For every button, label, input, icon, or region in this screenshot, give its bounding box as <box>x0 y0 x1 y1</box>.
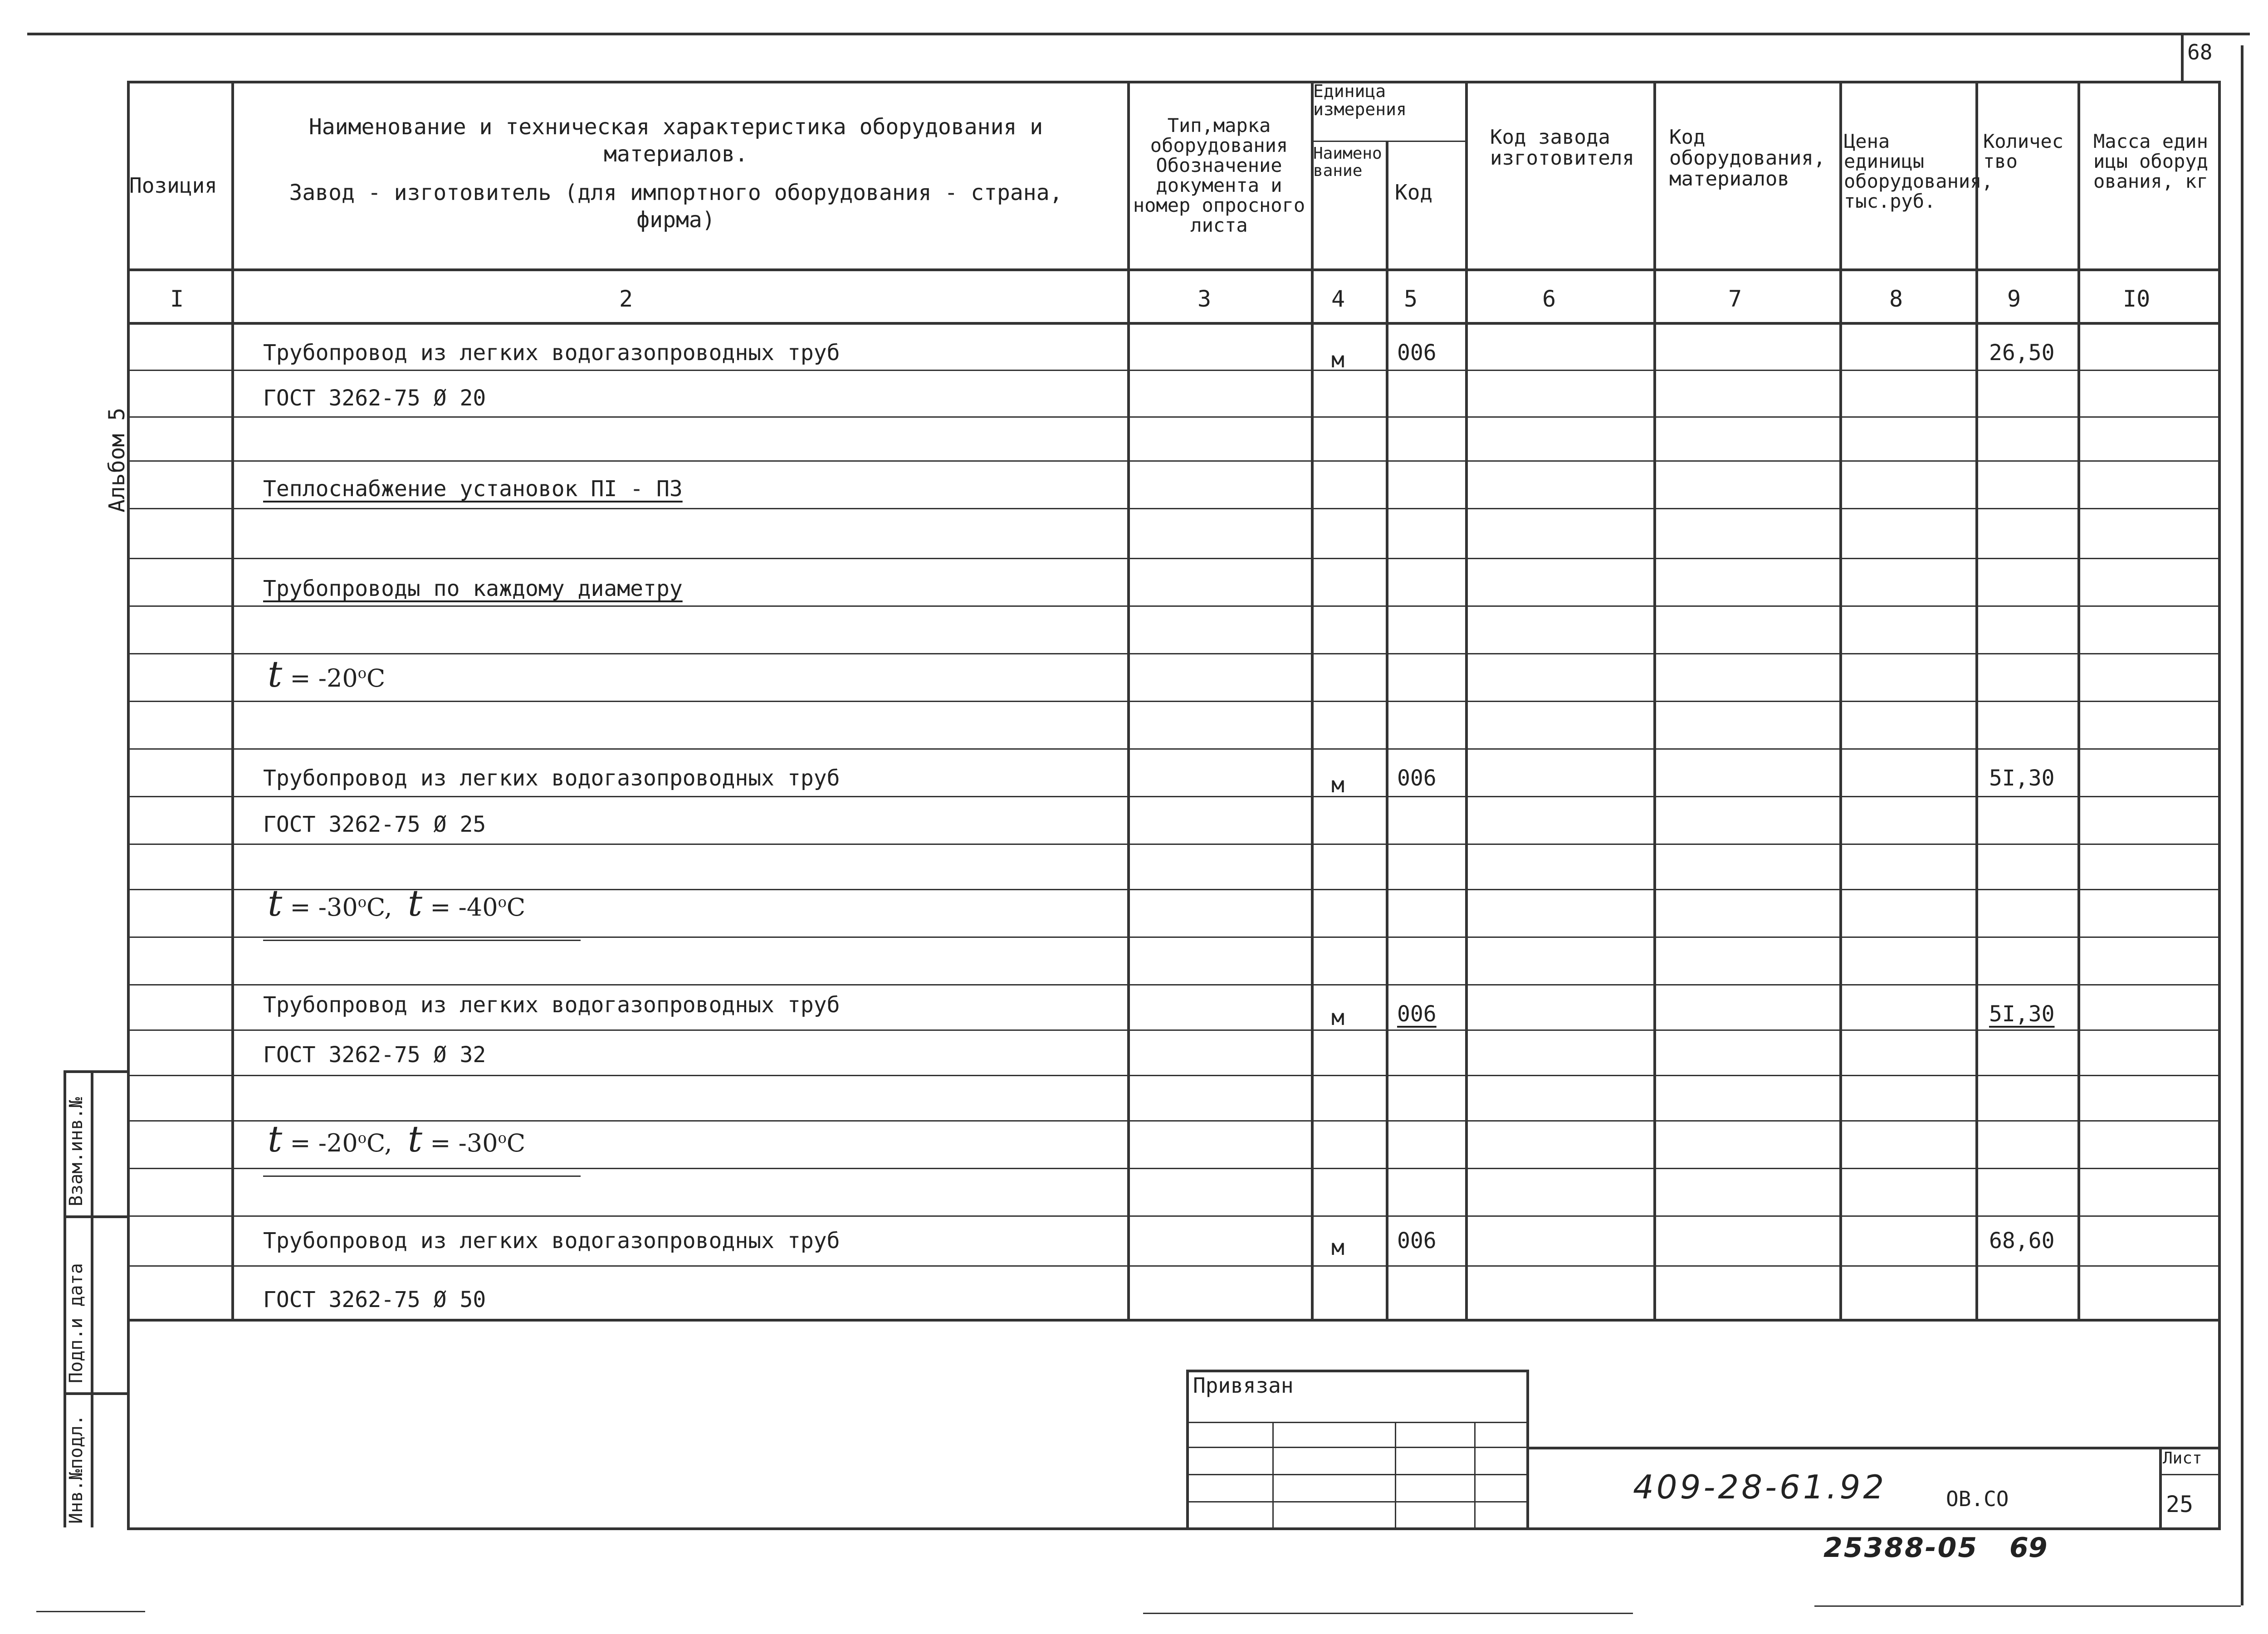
row-line <box>127 1029 2218 1031</box>
sheet-label: Лист <box>2163 1449 2202 1468</box>
data-area-bottom <box>127 1319 2218 1322</box>
row-9-qty: 5I,30 <box>1989 1001 2055 1027</box>
row-9-name: Трубопровод из легких водогазопроводных труб <box>263 992 840 1018</box>
bound-grid-line <box>1186 1447 1529 1448</box>
row-line <box>127 558 2218 559</box>
col-line-8 <box>1975 81 1978 1319</box>
col-line-5 <box>1465 81 1468 1319</box>
col-line-1 <box>231 81 234 1319</box>
stamp-replaced-inv: Взам.инв.№ <box>66 1097 87 1206</box>
column-number: 6 <box>1542 286 1556 312</box>
row-line <box>127 1265 2218 1267</box>
frame-bottom-right <box>1814 1605 2241 1607</box>
table-left-border <box>127 81 130 1527</box>
numbers-bottom-line <box>127 322 2218 325</box>
column-number: 9 <box>2007 286 2021 312</box>
header-name-line1: Наименование и техническая характеристика оборудования и материалов. <box>308 114 1043 167</box>
formula-underline <box>263 940 581 941</box>
row-line <box>127 1215 2218 1217</box>
frame-bottom-left <box>36 1611 145 1612</box>
header-price: Цена единицы оборудования, тыс.руб. <box>1844 130 1993 213</box>
bound-grid-col <box>1474 1422 1476 1527</box>
row-13-name: ГОСТ 3262-75 Ø 50 <box>263 1287 486 1312</box>
row-line <box>127 370 2218 371</box>
header-equipment-code: Код оборудования,материалов <box>1669 126 1826 191</box>
doc-suffix: ОВ.СО <box>1946 1487 2009 1511</box>
col-line-9 <box>2077 81 2080 1319</box>
row-line <box>127 416 2218 418</box>
formula-row-3: $t = -20^oC$, $t = -30^oC$ <box>268 1118 526 1160</box>
row-12-code: 006 <box>1397 1228 1437 1254</box>
bound-label: Привязан <box>1193 1373 1294 1398</box>
row-line <box>127 844 2218 845</box>
col-line-6 <box>1653 81 1656 1319</box>
col-line-3 <box>1311 81 1314 1319</box>
bound-grid-col <box>1272 1422 1274 1527</box>
column-number: 7 <box>1728 286 1742 312</box>
stamp-sign-date: Подп.и дата <box>66 1263 87 1383</box>
album-label: Альбом 5 <box>104 407 130 512</box>
formula-underline <box>263 1176 581 1177</box>
column-number: I0 <box>2123 286 2151 312</box>
row-1-unit: м <box>1331 347 1344 373</box>
row-line <box>127 701 2218 702</box>
formula-row-1: $t = -20^oC$ <box>268 653 386 695</box>
row-12-qty: 68,60 <box>1989 1228 2055 1254</box>
row-line <box>127 653 2218 654</box>
row-line <box>127 1168 2218 1169</box>
bound-box-top <box>1186 1370 1529 1372</box>
bound-grid-line <box>1186 1501 1529 1502</box>
column-number: 4 <box>1331 286 1345 312</box>
frame-top <box>127 81 2218 83</box>
row-7-name: ГОСТ 3262-75 Ø 25 <box>263 812 486 837</box>
row-1-code: 006 <box>1397 340 1437 366</box>
column-number: 5 <box>1404 286 1418 312</box>
row-6-name: Трубопровод из легких водогазопроводных труб <box>263 766 840 791</box>
top-rule <box>27 33 2250 35</box>
bound-box-left <box>1186 1370 1189 1527</box>
bound-grid-line <box>1186 1474 1529 1475</box>
row-6-code: 006 <box>1397 766 1437 791</box>
row-line <box>127 937 2218 938</box>
header-unit-name: Наименование <box>1313 144 1382 180</box>
bound-grid-line <box>1186 1422 1529 1423</box>
header-type: Тип,марка оборудования Обозначение документа и номер опросного листа <box>1133 114 1305 237</box>
stamp-strip-right <box>91 1070 93 1527</box>
row-10-name: ГОСТ 3262-75 Ø 32 <box>263 1042 486 1068</box>
sheet-number: 25 <box>2166 1491 2194 1517</box>
stamp-divider <box>64 1392 127 1395</box>
row-line <box>127 796 2218 797</box>
row-1-name: Трубопровод из легких водогазопроводных труб <box>263 340 840 366</box>
stamp-inv-no: Инв.№подл. <box>66 1415 87 1524</box>
row-6-qty: 5I,30 <box>1989 766 2055 791</box>
section-pipes-by-diameter: Трубопроводы по каждому диаметру <box>263 576 683 601</box>
row-1-qty: 26,50 <box>1989 340 2055 366</box>
row-line <box>127 508 2218 509</box>
doc-number: 409-28-61.92 <box>1633 1468 1887 1506</box>
column-number: I <box>170 286 184 312</box>
section-heat-supply: Теплоснабжение установок ПI - П3 <box>263 476 683 502</box>
header-position: Позиция <box>129 173 217 198</box>
table-bottom-border <box>127 1527 2221 1530</box>
archive-sheet: 69 <box>2009 1532 2048 1564</box>
row-9-unit: м <box>1331 1005 1344 1030</box>
archive-number: 25388-05 <box>1823 1532 1979 1564</box>
column-number: 2 <box>619 286 633 312</box>
page-number-box <box>2181 33 2184 81</box>
row-9-code: 006 <box>1397 1001 1437 1027</box>
sheet-box-left <box>2159 1447 2162 1527</box>
formula-underline <box>263 701 358 702</box>
frame-bottom-mid <box>1143 1613 1633 1614</box>
table-right-border <box>2218 81 2221 1527</box>
header-factory-code: Код завода изготовителя <box>1490 126 1634 170</box>
row-2-name: ГОСТ 3262-75 Ø 20 <box>263 385 486 411</box>
header-bottom-line <box>127 268 2218 271</box>
page-number: 68 <box>2187 40 2213 64</box>
row-line <box>127 1075 2218 1076</box>
col-line-2 <box>1127 81 1130 1319</box>
title-block-top <box>1526 1447 2218 1449</box>
formula-row-2: $t = -30^oC$, $t = -40^oC$ <box>268 882 526 924</box>
header-quantity: Количество <box>1983 130 2064 173</box>
row-line <box>127 605 2218 607</box>
header-name-line2: Завод - изготовитель (для импортного оборудования - страна, фирма) <box>289 180 1063 233</box>
column-number: 3 <box>1198 286 1212 312</box>
frame-right-outer <box>2241 45 2244 1605</box>
sheet-box-divider <box>2159 1474 2218 1475</box>
row-line <box>127 748 2218 750</box>
bound-grid-col <box>1395 1422 1396 1527</box>
row-line <box>127 984 2218 985</box>
row-12-unit: м <box>1331 1235 1344 1260</box>
col-line-7 <box>1839 81 1842 1319</box>
row-6-unit: м <box>1331 772 1344 798</box>
header-unit-group: Единица измерения <box>1313 81 1407 119</box>
header-mass: Масса единицы оборудования, кг <box>2093 130 2208 193</box>
col-line-4 <box>1386 141 1388 1319</box>
row-line <box>127 460 2218 462</box>
column-number: 8 <box>1889 286 1903 312</box>
row-12-name: Трубопровод из легких водогазопроводных труб <box>263 1228 840 1254</box>
stamp-divider <box>64 1215 127 1218</box>
stamp-strip-top <box>64 1070 127 1073</box>
header-unit-code: Код <box>1395 180 1433 205</box>
